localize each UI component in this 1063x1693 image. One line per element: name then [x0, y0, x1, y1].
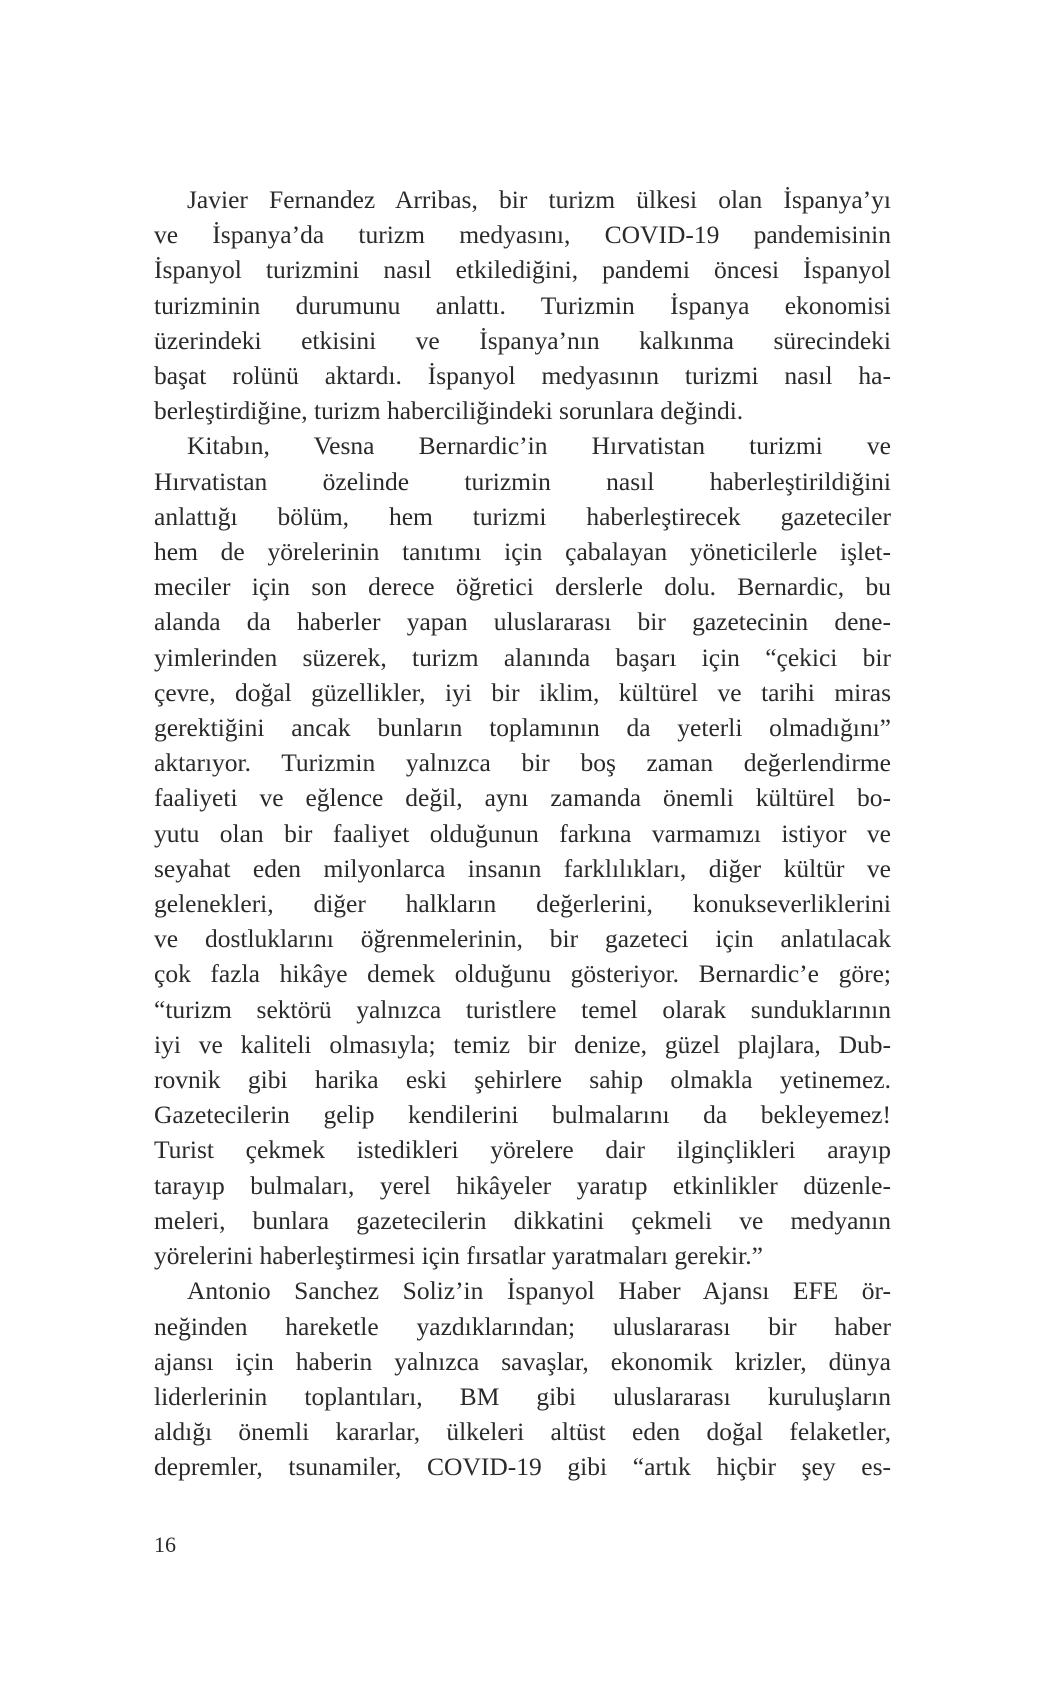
text-line: tarayıp bulmaları, yerel hikâyeler yaratıp etkinlikler düzenle- — [154, 1170, 891, 1200]
paragraph — [154, 428, 891, 1273]
text-line: çevre, doğal güzellikler, iyi bir iklim, kültürel ve tarihi miras — [154, 677, 891, 707]
text-line: aktarıyor. Turizmin yalnızca bir boş zaman değerlendirme — [154, 748, 891, 778]
text-line: başat rolünü aktardı. İspanyol medyasının turizmi nasıl ha- — [154, 361, 891, 391]
page-body — [154, 182, 891, 1485]
text-line: yörelerini haberleştirmesi için fırsatlar yaratmaları gerekir.” — [154, 1241, 763, 1271]
text-line: Antonio Sanchez Soliz’in İspanyol Haber Ajansı EFE ör- — [187, 1276, 891, 1306]
text-line: ve dostluklarını öğrenmelerinin, bir gazeteci için anlatılacak — [154, 924, 891, 954]
text-line: seyahat eden milyonlarca insanın farklılıkları, diğer kültür ve — [154, 853, 891, 883]
paragraph — [154, 1273, 891, 1484]
text-line: anlattığı bölüm, hem turizmi haberleştirecek gazeteciler — [154, 501, 891, 531]
text-line: çok fazla hikâye demek olduğunu gösteriyor. Bernardic’e göre; — [154, 959, 891, 989]
page-number: 16 — [154, 1532, 176, 1557]
text-line: yutu olan bir faaliyet olduğunun farkına varmamızı istiyor ve — [154, 818, 891, 848]
text-line: ajansı için haberin yalnızca savaşlar, ekonomik krizler, dünya — [154, 1346, 891, 1376]
text-line: Turist çekmek istedikleri yörelere dair ilginçlikleri arayıp — [154, 1135, 891, 1165]
text-line: hem de yörelerinin tanıtımı için çabalayan yöneticilerle işlet- — [154, 537, 891, 567]
text-line: faaliyeti ve eğlence değil, aynı zamanda önemli kültürel bo- — [154, 783, 891, 813]
text-line: İspanyol turizmini nasıl etkilediğini, pandemi öncesi İspanyol — [154, 255, 891, 285]
text-line: Gazetecilerin gelip kendilerini bulmalarını da bekleyemez! — [154, 1100, 891, 1130]
text-line: meciler için son derece öğretici derslerle dolu. Bernardic, bu — [154, 572, 891, 602]
text-line: gelenekleri, diğer halkların değerlerini, konukseverliklerini — [154, 889, 891, 919]
text-line: üzerindeki etkisini ve İspanya’nın kalkınma sürecindeki — [154, 325, 891, 355]
text-line: gerektiğini ancak bunların toplamının da yeterli olmadığını” — [154, 713, 891, 743]
text-line: Kitabın, Vesna Bernardic’in Hırvatistan turizmi ve — [187, 431, 891, 461]
text-line: berleştirdiğine, turizm haberciliğindeki sorunlara değindi. — [154, 396, 744, 426]
text-line: neğinden hareketle yazdıklarından; uluslararası bir haber — [154, 1311, 891, 1341]
text-line: yimlerinden süzerek, turizm alanında başarı için “çekici bir — [154, 642, 891, 672]
text-line: meleri, bunlara gazetecilerin dikkatini çekmeli ve medyanın — [154, 1205, 891, 1235]
text-line: iyi ve kaliteli olmasıyla; temiz bir denize, güzel plajlara, Dub- — [154, 1029, 891, 1059]
text-line: alanda da haberler yapan uluslararası bir gazetecinin dene- — [154, 607, 891, 637]
text-line: Javier Fernandez Arribas, bir turizm ülkesi olan İspanya’yı — [187, 185, 891, 214]
text-line: depremler, tsunamiler, COVID-19 gibi “artık hiçbir şey es- — [154, 1452, 891, 1482]
text-line: Hırvatistan özelinde turizmin nasıl haberleştirildiğini — [154, 466, 891, 496]
text-line: ve İspanya’da turizm medyasını, COVID-19 pandemisinin — [154, 220, 891, 250]
text-line: “turizm sektörü yalnızca turistlere temel olarak sunduklarının — [154, 994, 891, 1024]
text-line: turizminin durumunu anlattı. Turizmin İspanya ekonomisi — [154, 290, 891, 320]
text-line: aldığı önemli kararlar, ülkeleri altüst eden doğal felaketler, — [154, 1417, 891, 1447]
text-line: rovnik gibi harika eski şehirlere sahip olmakla yetinemez. — [154, 1065, 891, 1095]
paragraph — [154, 182, 891, 428]
text-line: liderlerinin toplantıları, BM gibi uluslararası kuruluşların — [154, 1381, 891, 1411]
